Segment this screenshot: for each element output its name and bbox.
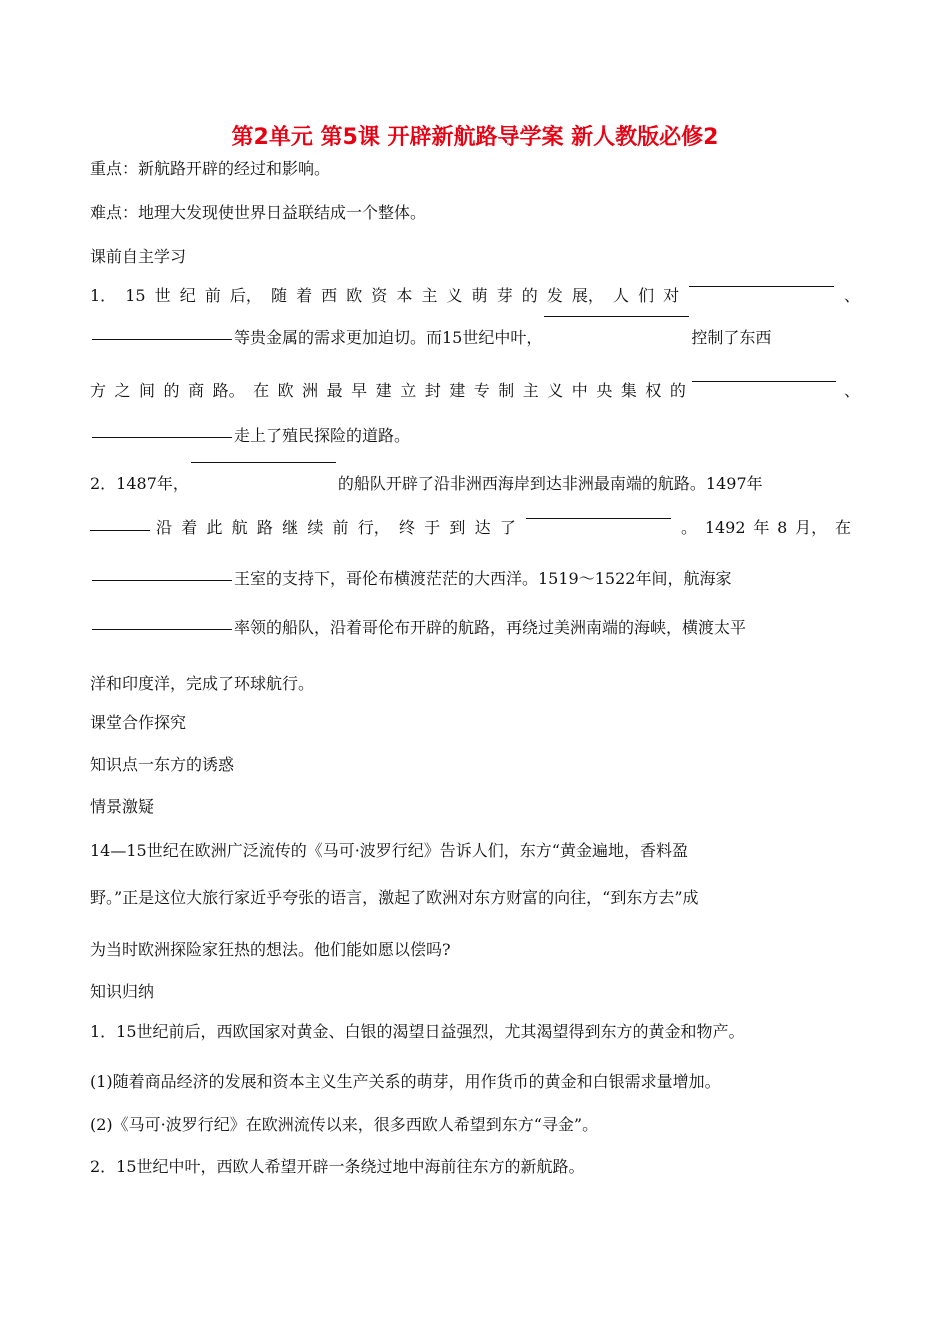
- knowledge-point-1: 知识点一东方的诱惑: [90, 755, 235, 774]
- word: 集: [620, 381, 637, 400]
- word: 之: [114, 381, 131, 400]
- word: 1492: [704, 518, 746, 537]
- q1-line-3: [90, 380, 860, 402]
- q2-line-4-text: 率领的船队，沿着哥伦布开辟的航路，再绕过美洲南端的海峡，横渡太平: [234, 618, 747, 637]
- q2-line-1-text-b: 的船队开辟了沿非洲西海岸到达非洲最南端的航路。1497年: [337, 474, 763, 493]
- word: 主: [421, 286, 438, 305]
- q1-line-3-end: 、: [843, 381, 860, 400]
- word: 间: [139, 381, 156, 400]
- word: 制: [498, 381, 515, 400]
- word: 央: [596, 381, 613, 400]
- word: 路: [256, 518, 273, 537]
- word: 的: [521, 286, 538, 305]
- q1-line-2-text-b: 控制了东西: [691, 328, 772, 347]
- q2-line-3-text: 王室的支持下，哥伦布横渡茫茫的大西洋。1519～1522年间，航海家: [234, 569, 732, 588]
- word: 世: [154, 286, 171, 305]
- word: 本: [396, 286, 413, 305]
- fill-blank[interactable]: [92, 436, 232, 438]
- word: 最: [326, 381, 343, 400]
- page-title: 第2单元 第5课 开辟新航路导学案 新人教版必修2: [231, 125, 719, 150]
- fill-blank[interactable]: [689, 285, 834, 287]
- word: 萌: [471, 286, 488, 305]
- word: 主: [522, 381, 539, 400]
- word: 着: [181, 518, 198, 537]
- point-1b: (2)《马可·波罗行纪》在欧洲流传以来，很多西欧人希望到东方“寻金”。: [90, 1115, 599, 1134]
- word: 的: [163, 381, 180, 400]
- word: 沿: [156, 518, 173, 537]
- word: 专: [473, 381, 490, 400]
- word: 随: [270, 286, 287, 305]
- word: 西: [321, 286, 338, 305]
- fill-blank[interactable]: [92, 338, 232, 340]
- word: 资: [371, 286, 388, 305]
- point-2: 2．15世纪中叶，西欧人希望开辟一条绕过地中海前往东方的新航路。: [90, 1157, 585, 1176]
- word: 到: [449, 518, 466, 537]
- word: 继: [282, 518, 299, 537]
- word: 了: [499, 518, 516, 537]
- word: 行，: [357, 518, 390, 537]
- word: 人: [613, 286, 630, 305]
- word: 15: [125, 286, 146, 305]
- word: 路。: [212, 381, 245, 400]
- word: 义: [446, 286, 463, 305]
- q2-line-4: [90, 617, 746, 639]
- word: 欧: [346, 286, 363, 305]
- word: 于: [424, 518, 441, 537]
- word: 续: [307, 518, 324, 537]
- word: 年: [753, 518, 770, 537]
- fill-blank[interactable]: [692, 380, 836, 382]
- summary-heading: 知识归纳: [90, 982, 155, 1001]
- q2-line-2-words: [156, 517, 516, 539]
- word: 航: [231, 518, 248, 537]
- word: 对: [663, 286, 680, 305]
- q1-line-2-text-a: 等贵金属的需求更加迫切。而15世纪中叶，: [234, 328, 543, 347]
- q2-line-1: [90, 473, 763, 495]
- word: 纪: [179, 286, 196, 305]
- scene-text-line-2: 野。”正是这位大旅行家近乎夸张的语言，激起了欧洲对东方财富的向往，“到东方去”成: [90, 888, 699, 907]
- fill-blank[interactable]: [191, 461, 336, 463]
- word: 义: [547, 381, 564, 400]
- scene-text-line-3: 为当时欧洲探险家狂热的想法。他们能如愿以偿吗?: [90, 940, 451, 959]
- difficult-point: 难点：地理大发现使世界日益联结成一个整体。: [90, 203, 427, 222]
- q2-line-2-tail: [681, 517, 851, 539]
- fill-blank[interactable]: [92, 628, 232, 630]
- word: 前: [204, 286, 221, 305]
- key-point: 重点：新航路开辟的经过和影响。: [90, 159, 331, 178]
- q2-line-1-text-a: 2．1487年，: [90, 474, 189, 493]
- word: 洲: [302, 381, 319, 400]
- q1-line-1: [90, 285, 860, 307]
- word: 前: [332, 518, 349, 537]
- word: 8: [777, 518, 788, 537]
- word: 。: [681, 518, 698, 537]
- q2-line-5: 洋和印度洋，完成了环球航行。: [90, 674, 315, 693]
- fill-blank[interactable]: [544, 315, 689, 317]
- fill-blank[interactable]: [526, 517, 671, 519]
- q1-line-3-words: [90, 380, 686, 402]
- scene-heading: 情景激疑: [90, 797, 155, 816]
- word: 早: [351, 381, 368, 400]
- scene-text-line-1: 14—15世纪在欧洲广泛流传的《马可·波罗行纪》告诉人们，东方“黄金遍地，香料盈: [90, 841, 688, 860]
- q1-line-1-words: [90, 285, 679, 307]
- q2-line-2: [90, 517, 860, 539]
- point-1: 1．15世纪前后，西欧国家对黄金、白银的渴望日益强烈，尤其渴望得到东方的黄金和物产。: [90, 1022, 745, 1041]
- word: 月，: [795, 518, 828, 537]
- word: 芽: [496, 286, 513, 305]
- word: 在: [253, 381, 270, 400]
- word: 方: [90, 381, 107, 400]
- q1-line-4-text: 走上了殖民探险的道路。: [234, 426, 411, 445]
- word: 此: [206, 518, 223, 537]
- word: 建: [449, 381, 466, 400]
- word: 后，: [229, 286, 262, 305]
- word: 立: [400, 381, 417, 400]
- word: 中: [571, 381, 588, 400]
- q2-line-3: [90, 568, 731, 590]
- q1-line-1-end: 、: [843, 286, 860, 305]
- word: 着: [296, 286, 313, 305]
- fill-blank[interactable]: [92, 579, 232, 581]
- word: 权: [645, 381, 662, 400]
- word: 终: [398, 518, 415, 537]
- q1-line-2: [90, 327, 771, 349]
- word: 封: [424, 381, 441, 400]
- point-1a: (1)随着商品经济的发展和资本主义生产关系的萌芽，用作货币的黄金和白银需求量增加。: [90, 1072, 721, 1091]
- word: 发: [546, 286, 563, 305]
- word: 欧: [277, 381, 294, 400]
- section-heading-in-class: 课堂合作探究: [90, 713, 187, 732]
- fill-blank[interactable]: [90, 529, 150, 531]
- word: 展，: [571, 286, 604, 305]
- word: 达: [474, 518, 491, 537]
- word: 们: [638, 286, 655, 305]
- section-heading-pre-class: 课前自主学习: [90, 247, 187, 266]
- word: 1．: [90, 286, 117, 305]
- word: 商: [188, 381, 205, 400]
- word: 建: [375, 381, 392, 400]
- q1-line-4: [90, 425, 410, 447]
- word: 的: [669, 381, 686, 400]
- word: 在: [834, 518, 851, 537]
